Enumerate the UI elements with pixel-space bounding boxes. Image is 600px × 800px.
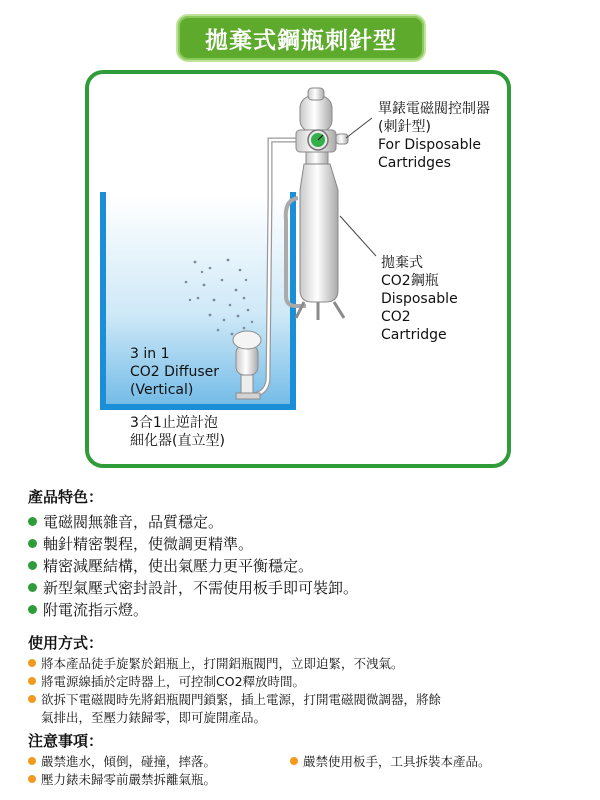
- regulator-label: 單錶電磁閥控制器 (刺針型) For Disposable Cartridges: [378, 101, 490, 171]
- bullet-icon: [28, 583, 37, 592]
- usage-section: [28, 632, 441, 727]
- notes-heading: 注意事項：: [28, 732, 104, 750]
- list-item: 新型氣壓式密封設計，不需使用板手即可裝卸。: [28, 577, 358, 599]
- bullet-icon: [28, 659, 36, 667]
- bullet-icon: [28, 605, 37, 614]
- list-item: 附電流指示燈。: [28, 599, 358, 621]
- bullet-icon: [28, 517, 37, 526]
- page-title: 拋棄式鋼瓶刺針型: [205, 28, 397, 54]
- bullet-icon: [28, 539, 37, 548]
- list-item: 軸針精密製程，使微調更精準。: [28, 533, 358, 555]
- list-item: 壓力錶未歸零前嚴禁拆離氣瓶。: [28, 771, 588, 789]
- list-item: 欲拆下電磁閥時先將鋁瓶閥門鎖緊，插上電源，打開電磁閥微調器，將餘: [28, 691, 441, 709]
- diffuser-label-zh: 3合1止逆計泡 細化器(直立型): [130, 415, 225, 449]
- list-item: 將電源線插於定時器上，可控制CO2釋放時間。: [28, 673, 441, 691]
- list-item: 嚴禁進水，傾倒，碰撞，摔落。: [28, 753, 216, 771]
- bullet-icon: [28, 775, 36, 783]
- bullet-icon: [28, 561, 37, 570]
- list-item: 精密減壓結構，使出氣壓力更平衡穩定。: [28, 555, 358, 577]
- solenoid-regulator: [296, 88, 348, 164]
- features-section: [28, 486, 358, 621]
- list-item: 電磁閥無雜音，品質穩定。: [28, 511, 358, 533]
- bullet-icon: [28, 677, 36, 685]
- features-heading: 產品特色：: [28, 488, 104, 506]
- bullet-icon: [290, 757, 298, 765]
- diffuser-label-en: 3 in 1 CO2 Diffuser (Vertical): [130, 346, 220, 398]
- list-item-continuation: 氣排出，至壓力錶歸零，即可旋開產品。: [41, 710, 267, 725]
- bullet-icon: [28, 757, 36, 765]
- cartridge-label: 拋棄式 CO2鋼瓶 Disposable CO2 Cartridge: [381, 255, 458, 343]
- notes-section: [28, 730, 588, 789]
- list-item: 將本產品徒手旋緊於鋁瓶上，打開鋁瓶閥門，立即迫緊，不洩氣。: [28, 655, 441, 673]
- bullet-icon: [28, 695, 36, 703]
- list-item: 嚴禁使用板手，工具拆裝本產品。: [290, 753, 491, 771]
- usage-heading: 使用方式：: [28, 634, 104, 652]
